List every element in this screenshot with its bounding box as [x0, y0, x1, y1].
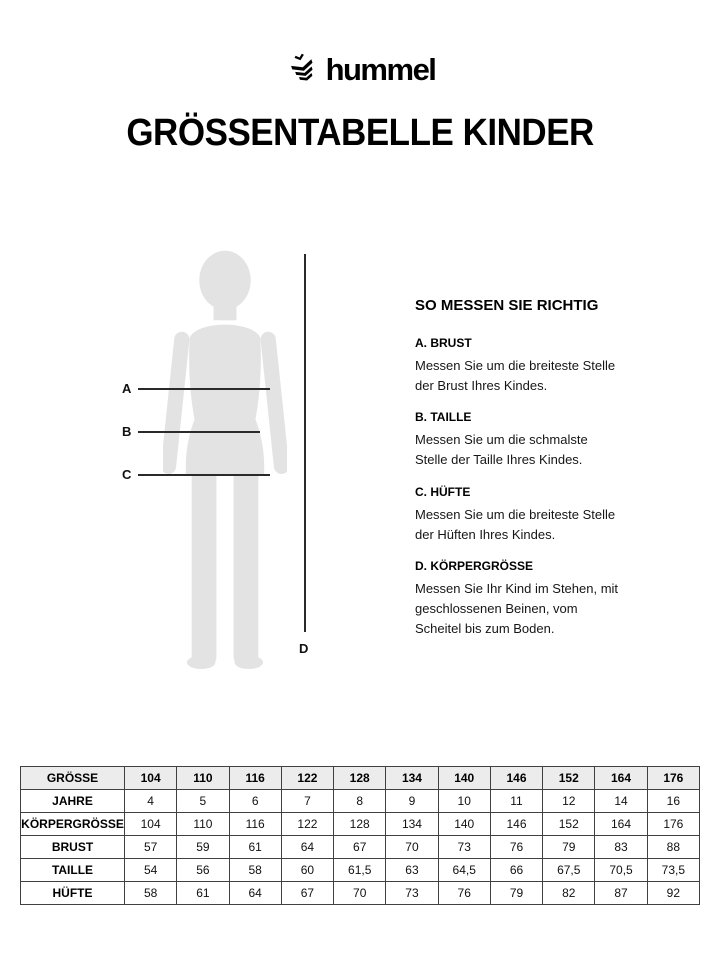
table-cell: 110	[177, 767, 229, 790]
table-cell: 82	[543, 882, 595, 905]
table-cell: 152	[543, 767, 595, 790]
table-cell: 116	[229, 767, 281, 790]
table-cell: 110	[177, 813, 229, 836]
table-cell: 146	[490, 813, 542, 836]
table-cell: 14	[595, 790, 647, 813]
table-cell: 140	[438, 767, 490, 790]
table-cell: 128	[334, 767, 386, 790]
table-cell: 4	[125, 790, 177, 813]
instruction-text: Messen Sie um die breiteste Stelle der Brust Ihres Kindes.	[415, 358, 616, 394]
page-title-text: GRÖSSENTABELLE KINDER	[126, 112, 594, 154]
table-cell: 76	[438, 882, 490, 905]
table-cell: 70,5	[595, 859, 647, 882]
table-cell: 140	[438, 813, 490, 836]
table-cell: 63	[386, 859, 438, 882]
measure-label-c: C	[122, 467, 132, 482]
instruction-section-koerpergroesse	[415, 559, 620, 639]
instruction-title: B. TAILLE	[415, 410, 472, 425]
table-row	[21, 767, 700, 790]
brand-logo	[0, 52, 720, 88]
table-cell: 67	[334, 836, 386, 859]
table-cell: 5	[177, 790, 229, 813]
instruction-title: D. KÖRPERGRÖSSE	[415, 558, 534, 573]
table-cell: 61,5	[334, 859, 386, 882]
table-cell: 83	[595, 836, 647, 859]
row-label: TAILLE	[21, 859, 125, 882]
table-cell: 12	[543, 790, 595, 813]
table-cell: 64,5	[438, 859, 490, 882]
table-cell: 87	[595, 882, 647, 905]
table-cell: 64	[281, 836, 333, 859]
measure-line-b	[138, 431, 260, 433]
measure-line-c	[138, 474, 270, 476]
table-cell: 134	[386, 767, 438, 790]
row-label: JAHRE	[21, 790, 125, 813]
measure-label-b: B	[122, 424, 132, 439]
table-cell: 134	[386, 813, 438, 836]
size-table-body	[21, 767, 700, 905]
table-cell: 76	[490, 836, 542, 859]
hummel-bee-icon	[285, 53, 321, 83]
measure-line-d	[304, 254, 306, 632]
table-cell: 164	[595, 767, 647, 790]
measure-label-a: A	[122, 381, 132, 396]
instruction-title: C. HÜFTE	[415, 484, 471, 499]
table-cell: 176	[647, 813, 699, 836]
page-title	[0, 112, 720, 155]
table-cell: 104	[125, 813, 177, 836]
table-cell: 122	[281, 767, 333, 790]
size-table	[20, 766, 700, 905]
instruction-text: Messen Sie um die schmalste Stelle der Taille Ihres Kindes.	[415, 432, 588, 468]
table-cell: 116	[229, 813, 281, 836]
row-label: BRUST	[21, 836, 125, 859]
brand-logo-text: hummel	[325, 52, 436, 87]
instruction-title: A. BRUST	[415, 336, 472, 350]
table-cell: 64	[229, 882, 281, 905]
table-cell: 67	[281, 882, 333, 905]
row-label: GRÖSSE	[21, 767, 125, 790]
measure-line-a	[138, 388, 270, 390]
table-cell: 6	[229, 790, 281, 813]
table-cell: 61	[229, 836, 281, 859]
table-cell: 10	[438, 790, 490, 813]
measuring-instructions	[415, 297, 620, 653]
table-row	[21, 882, 700, 905]
table-cell: 61	[177, 882, 229, 905]
table-cell: 54	[125, 859, 177, 882]
instruction-text: Messen Sie Ihr Kind im Stehen, mit geschlossenen Beinen, vom Scheitel bis zum Boden.	[415, 580, 619, 637]
row-label: KÖRPERGRÖSSE	[21, 813, 125, 836]
table-cell: 88	[647, 836, 699, 859]
table-cell: 58	[229, 859, 281, 882]
table-cell: 73	[438, 836, 490, 859]
instruction-text: Messen Sie um die breiteste Stelle der Hüften Ihres Kindes.	[415, 506, 616, 542]
table-row	[21, 813, 700, 836]
table-row	[21, 790, 700, 813]
measure-label-d: D	[299, 641, 309, 656]
table-cell: 9	[386, 790, 438, 813]
table-cell: 128	[334, 813, 386, 836]
table-cell: 164	[595, 813, 647, 836]
instruction-section-huefte	[415, 485, 620, 545]
table-cell: 70	[334, 882, 386, 905]
child-silhouette	[163, 246, 287, 670]
table-cell: 79	[490, 882, 542, 905]
table-cell: 73,5	[647, 859, 699, 882]
instruction-section-taille	[415, 410, 620, 470]
row-label: HÜFTE	[21, 882, 125, 905]
table-cell: 56	[177, 859, 229, 882]
table-cell: 79	[543, 836, 595, 859]
table-cell: 73	[386, 882, 438, 905]
table-cell: 66	[490, 859, 542, 882]
table-cell: 59	[177, 836, 229, 859]
table-cell: 152	[543, 813, 595, 836]
table-cell: 58	[125, 882, 177, 905]
table-cell: 122	[281, 813, 333, 836]
table-cell: 16	[647, 790, 699, 813]
instructions-heading: SO MESSEN SIE RICHTIG	[415, 297, 599, 314]
table-cell: 104	[125, 767, 177, 790]
table-cell: 146	[490, 767, 542, 790]
table-cell: 70	[386, 836, 438, 859]
table-cell: 67,5	[543, 859, 595, 882]
table-cell: 176	[647, 767, 699, 790]
table-row	[21, 859, 700, 882]
table-cell: 7	[281, 790, 333, 813]
table-cell: 11	[490, 790, 542, 813]
instruction-section-brust	[415, 336, 620, 396]
table-cell: 60	[281, 859, 333, 882]
table-cell: 92	[647, 882, 699, 905]
table-cell: 57	[125, 836, 177, 859]
table-cell: 8	[334, 790, 386, 813]
table-row	[21, 836, 700, 859]
